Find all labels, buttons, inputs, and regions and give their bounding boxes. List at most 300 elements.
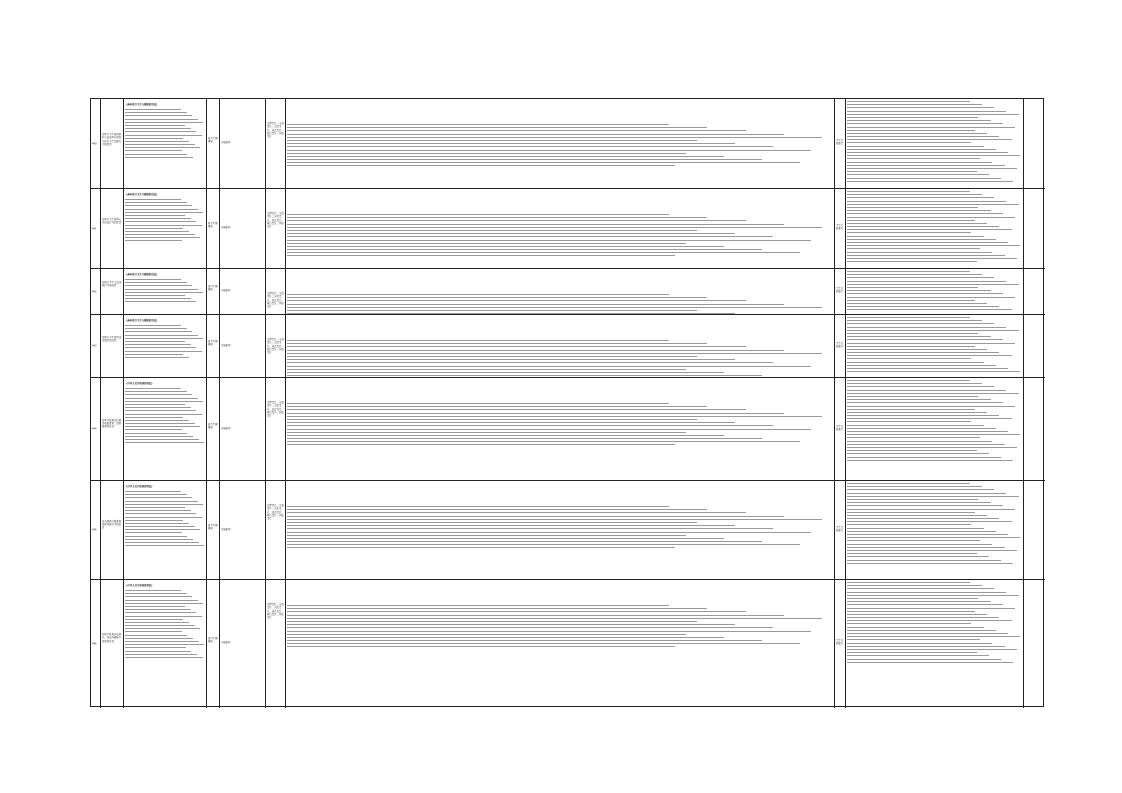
text-line (847, 560, 1001, 561)
text-line (125, 128, 191, 129)
accountability-label: 卫生行政部门 (836, 287, 844, 294)
row-number-cell (91, 189, 101, 268)
text-line (847, 649, 1017, 650)
dept-text: 县卫生健康局 (208, 137, 218, 144)
text-line (125, 417, 183, 418)
text-line (125, 331, 192, 332)
text-line (125, 147, 200, 148)
text-lines (125, 491, 205, 548)
text-line (125, 510, 191, 511)
text-line (847, 393, 1019, 394)
text-line (287, 432, 686, 433)
text-lines (287, 506, 833, 551)
text-lines (125, 199, 205, 244)
table-row (91, 269, 1045, 315)
text-line (847, 386, 994, 387)
text-line (847, 483, 970, 484)
accountability-basis-label-cell (835, 580, 846, 708)
accountability-basis-label-cell (835, 189, 846, 268)
text-line (847, 239, 996, 240)
text-line (125, 491, 181, 492)
text-line (125, 426, 200, 427)
text-line (847, 258, 1017, 259)
text-line (125, 622, 189, 623)
text-line (125, 388, 181, 389)
text-line (847, 457, 1001, 458)
text-line (125, 433, 187, 434)
row-number: 446 (92, 642, 97, 646)
text-line (125, 619, 183, 620)
text-line (125, 635, 187, 636)
text-lines (125, 109, 205, 160)
text-line (847, 396, 978, 397)
text-line (847, 104, 982, 105)
subject-cell (101, 189, 124, 268)
implementing-body-text: 实施机构 (221, 426, 231, 430)
accountability-basis-label-cell (835, 315, 846, 377)
text-line (847, 368, 1008, 369)
text-line (125, 237, 200, 238)
text-line (287, 366, 811, 367)
responsibility-type-text: 受理责任、审查责任、决定责任、送达责任、执行责任、其他责任 (267, 338, 284, 355)
text-line (287, 646, 675, 647)
subject-cell (101, 378, 124, 480)
text-line (287, 441, 800, 442)
accountability-basis-label-cell (835, 269, 846, 314)
text-line (125, 282, 187, 283)
text-line (847, 123, 1003, 124)
text-line (125, 391, 187, 392)
text-line (847, 194, 982, 195)
text-line (287, 214, 669, 215)
text-line (847, 444, 1005, 445)
text-line (847, 489, 994, 490)
text-line (847, 255, 1005, 256)
text-line (125, 529, 200, 530)
text-line (847, 165, 1005, 166)
subject-cell (101, 580, 124, 708)
text-line (125, 335, 198, 336)
responsibility-type-text: 受理责任、审查责任、决定责任、送达责任、执行责任、其他责任 (267, 212, 284, 229)
text-line (125, 596, 192, 597)
text-line (847, 300, 975, 301)
text-line (847, 287, 978, 288)
table-row (91, 99, 1045, 189)
text-line (287, 165, 675, 166)
text-line (847, 563, 1013, 564)
document-sheet (90, 98, 1044, 707)
subject-text: 对从事医疗服务的机构违规行为的处罚 (102, 519, 122, 530)
text-line (125, 436, 193, 437)
text-line (847, 168, 1017, 169)
text-line (125, 616, 202, 617)
text-line (847, 226, 999, 227)
text-line (847, 223, 987, 224)
text-lines (847, 317, 1022, 374)
text-line (847, 281, 1006, 282)
text-line (287, 409, 746, 410)
text-line (847, 518, 999, 519)
accountability-label: 卫生行政部门 (836, 525, 844, 532)
responsibility-content-cell (286, 269, 835, 314)
text-line (847, 617, 999, 618)
text-line (847, 380, 970, 381)
text-line (287, 137, 822, 138)
text-line (287, 621, 697, 622)
text-line (287, 425, 773, 426)
text-line (847, 412, 987, 413)
text-line (125, 641, 199, 642)
text-line (847, 136, 999, 137)
text-line (125, 507, 185, 508)
text-line (847, 111, 1006, 112)
text-line (125, 357, 189, 358)
note-cell (1024, 315, 1045, 377)
text-line (847, 274, 982, 275)
row-number-cell (91, 580, 101, 708)
text-line (287, 611, 746, 612)
implementing-body-text: 实施机构 (221, 343, 231, 347)
accountability-basis-label-cell (835, 99, 846, 188)
text-line (847, 496, 1019, 497)
text-line (847, 633, 1008, 634)
text-line (847, 418, 1012, 419)
dept-text: 县卫生健康局 (208, 637, 218, 644)
dept-text: 县卫生健康局 (208, 285, 218, 292)
text-line (287, 538, 724, 539)
text-line (287, 522, 697, 523)
text-line (847, 333, 978, 334)
responsibility-type-cell (266, 378, 286, 480)
text-line (847, 133, 987, 134)
text-line (287, 509, 707, 510)
responsibility-table (90, 98, 1044, 707)
subject-text: 对医疗机构违反规定收取费用、提供服务的处罚 (102, 418, 122, 429)
text-line (847, 428, 996, 429)
responsibility-type-cell (266, 315, 286, 377)
text-line (287, 350, 784, 351)
text-line (125, 225, 202, 226)
text-line (287, 637, 724, 638)
table-row (91, 580, 1045, 708)
text-line (125, 135, 202, 136)
text-line (847, 441, 992, 442)
text-line (847, 636, 1020, 637)
text-line (287, 255, 675, 256)
text-line (847, 604, 1003, 605)
text-line (287, 304, 784, 305)
text-line (847, 534, 1008, 535)
text-line (287, 413, 784, 414)
text-line (287, 541, 762, 542)
text-line (847, 582, 970, 583)
text-line (287, 162, 800, 163)
text-line (847, 149, 996, 150)
text-line (847, 358, 971, 359)
text-lines (125, 279, 205, 305)
text-line (847, 531, 996, 532)
text-line (125, 545, 204, 546)
text-line (125, 520, 183, 521)
row-number-cell (91, 315, 101, 377)
implementing-body-text: 实施机构 (221, 641, 231, 644)
text-line (125, 628, 200, 629)
text-line (287, 375, 762, 376)
text-line (847, 505, 1003, 506)
text-line (125, 420, 189, 421)
text-line (287, 403, 669, 404)
text-line (125, 612, 196, 613)
text-line (287, 140, 697, 141)
text-line (287, 230, 697, 231)
text-line (847, 327, 1006, 328)
text-line (287, 627, 773, 628)
text-line (125, 351, 202, 352)
row-number-cell (91, 378, 101, 480)
text-line (847, 245, 1020, 246)
text-line (125, 394, 192, 395)
text-line (125, 609, 191, 610)
text-line (125, 501, 198, 502)
text-line (125, 354, 183, 355)
text-line (125, 644, 204, 645)
implementing-body-cell (220, 315, 266, 377)
legal-basis-title: 《基本医疗卫生与健康促进法》 (125, 103, 159, 106)
legal-basis-title: 《基本医疗卫生与健康促进法》 (125, 319, 159, 322)
text-line (287, 516, 784, 517)
text-line (287, 310, 697, 311)
text-line (847, 229, 1012, 230)
text-line (847, 515, 987, 516)
responsibility-content-cell (286, 315, 835, 377)
implementing-body-text: 实施机构 (221, 527, 231, 531)
text-line (125, 539, 193, 540)
subject-text: 对医疗卫生机构有关违法行为的处罚 (102, 218, 122, 225)
text-line (847, 434, 1020, 435)
table-row (91, 378, 1045, 481)
text-lines (287, 403, 833, 448)
accountability-content-cell (846, 99, 1024, 188)
text-line (287, 525, 735, 526)
legal-basis-cell (124, 580, 207, 708)
text-line (847, 450, 977, 451)
text-line (847, 323, 994, 324)
text-line (847, 509, 1015, 510)
text-line (847, 627, 984, 628)
dept-text: 县卫生健康局 (208, 422, 218, 429)
responsibility-type-cell (266, 580, 286, 708)
text-line (125, 526, 195, 527)
text-line (847, 662, 1013, 663)
text-line (125, 404, 185, 405)
text-line (847, 297, 1015, 298)
text-line (287, 233, 735, 234)
text-line (287, 444, 675, 445)
implementing-body-cell (220, 269, 266, 314)
text-line (125, 221, 196, 222)
text-line (125, 590, 181, 591)
text-lines (287, 214, 833, 259)
text-line (847, 213, 1003, 214)
text-line (125, 344, 191, 345)
text-line (125, 606, 185, 607)
row-number-cell (91, 481, 101, 579)
text-line (125, 199, 181, 200)
text-line (125, 536, 187, 537)
text-line (125, 542, 199, 543)
text-line (847, 309, 1012, 310)
text-line (847, 437, 980, 438)
text-line (847, 346, 975, 347)
text-line (287, 236, 773, 237)
text-line (125, 504, 203, 505)
accountability-label: 卫生行政部门 (836, 424, 844, 431)
text-line (287, 605, 669, 606)
text-line (847, 646, 1005, 647)
text-line (847, 493, 1006, 494)
text-lines (847, 483, 1022, 566)
text-line (847, 162, 992, 163)
text-line (125, 517, 202, 518)
text-line (847, 146, 984, 147)
text-line (287, 146, 773, 147)
text-line (125, 119, 198, 120)
note-cell (1024, 99, 1045, 188)
text-line (125, 513, 196, 514)
text-line (287, 624, 735, 625)
text-line (847, 355, 1012, 356)
text-line (287, 532, 811, 533)
note-cell (1024, 481, 1045, 579)
note-cell (1024, 269, 1045, 314)
dept-cell (207, 99, 220, 188)
row-number: 443 (92, 344, 97, 348)
text-line (287, 631, 811, 632)
text-line (847, 460, 1013, 461)
text-line (125, 603, 203, 604)
text-line (847, 217, 1015, 218)
responsibility-content-cell (286, 580, 835, 708)
text-line (847, 399, 991, 400)
text-line (847, 421, 971, 422)
text-line (847, 652, 977, 653)
text-line (287, 156, 724, 157)
text-line (125, 228, 183, 229)
text-line (125, 410, 196, 411)
text-lines (125, 388, 205, 445)
text-line (847, 242, 1008, 243)
text-line (287, 438, 762, 439)
text-line (847, 181, 1013, 182)
text-line (287, 416, 822, 417)
text-line (125, 215, 185, 216)
text-line (287, 634, 686, 635)
text-line (287, 294, 669, 295)
responsibility-type-cell (266, 99, 286, 188)
table-row (91, 481, 1045, 580)
accountability-content-cell (846, 580, 1024, 708)
text-line (847, 306, 999, 307)
text-line (847, 252, 992, 253)
text-line (125, 144, 195, 145)
responsibility-type-text: 受理责任、审查责任、决定责任、送达责任、执行责任、其他责任 (267, 292, 284, 309)
responsibility-type-cell (266, 481, 286, 579)
text-line (287, 159, 762, 160)
row-number-cell (91, 269, 101, 314)
legal-basis-cell (124, 269, 207, 314)
text-line (847, 521, 1012, 522)
subject-cell (101, 269, 124, 314)
text-line (847, 178, 1001, 179)
text-line (125, 231, 189, 232)
text-line (847, 655, 989, 656)
text-lines (847, 380, 1022, 463)
accountability-content-cell (846, 481, 1024, 579)
legal-basis-cell (124, 99, 207, 188)
text-line (287, 618, 822, 619)
note-cell (1024, 580, 1045, 708)
text-line (125, 423, 195, 424)
text-line (847, 120, 991, 121)
text-line (125, 292, 203, 293)
accountability-content-cell (846, 189, 1024, 268)
row-number-cell (91, 99, 101, 188)
text-line (287, 429, 811, 430)
text-lines (287, 605, 833, 650)
text-line (125, 212, 203, 213)
subject-cell (101, 99, 124, 188)
text-line (847, 236, 984, 237)
text-line (125, 398, 198, 399)
text-line (847, 639, 980, 640)
dept-cell (207, 269, 220, 314)
text-line (847, 540, 980, 541)
text-line (125, 439, 199, 440)
text-line (125, 234, 195, 235)
text-line (847, 512, 975, 513)
text-line (847, 336, 991, 337)
text-line (847, 365, 996, 366)
text-line (847, 248, 980, 249)
text-line (847, 556, 989, 557)
text-line (125, 523, 189, 524)
text-line (847, 544, 992, 545)
text-line (125, 654, 197, 655)
subject-cell (101, 481, 124, 579)
text-lines (847, 271, 1022, 312)
text-line (125, 631, 182, 632)
text-line (125, 494, 187, 495)
row-number: 444 (92, 427, 97, 431)
text-line (847, 547, 1005, 548)
text-line (125, 289, 198, 290)
text-line (847, 174, 989, 175)
text-line (847, 453, 989, 454)
text-line (125, 338, 203, 339)
text-line (287, 369, 686, 370)
responsibility-type-cell (266, 189, 286, 268)
text-line (125, 442, 204, 443)
text-lines (125, 325, 205, 360)
text-line (287, 153, 686, 154)
text-line (847, 317, 970, 318)
legal-basis-title: 《中华人民共和国医师法》 (125, 485, 154, 488)
legal-basis-title: 《中华人民共和国医师法》 (125, 584, 154, 587)
text-line (847, 261, 977, 262)
text-line (847, 152, 1008, 153)
text-line (847, 284, 1019, 285)
responsibility-content-cell (286, 378, 835, 480)
